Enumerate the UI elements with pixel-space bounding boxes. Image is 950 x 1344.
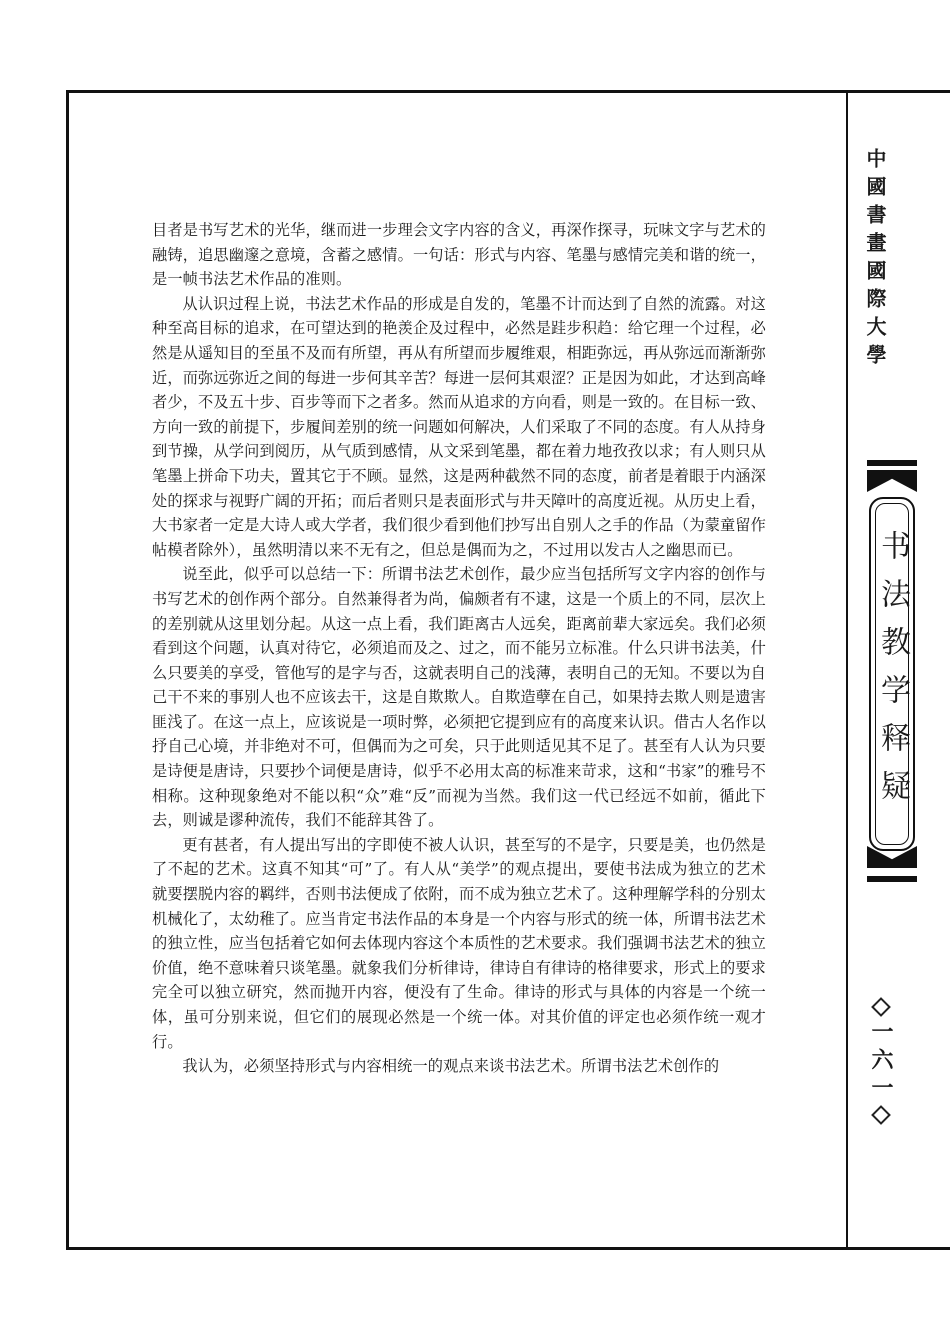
bottom-ornament-bar	[867, 876, 917, 882]
paragraph-5: 我认为，必须坚持形式与内容相统一的观点来谈书法艺术。所谓书法艺术创作的	[182, 1057, 720, 1076]
margin-divider-line	[846, 92, 848, 1248]
paragraph-2: 从认识过程上说，书法艺术作品的形成是自发的，笔墨不计而达到了自然的流露。对这种至高目标的追求，在可望达到的艳羡企及过程中，必然是跬步积趋：给它理一个过程，必然是从遥知目的至虽不及而有所望，再从有所望而步履维艰，相距弥远，再从弥远而渐渐弥近，而弥远弥近之间的每进一步何其辛苦？每进一层何其艰涩？正是因为如此，才达到高峰者少，不及五十步、百步等而下之者多。然而从追求的方向看，则是一致的。在目标一致、方向一致的前提下，步履间差别的统一问题如何解决，人们采取了不同的态度。有人从持身到节操，从学问到阅历，从气质到感情，从文采到笔墨，都在着力地孜孜以求；有人则只从笔墨上拼命下功夫，置其它于不顾。显然，这是两种截然不同的态度，前者是着眼于内涵深处的探求与视野广阔的开拓；而后者则只是表面形式与井天障叶的高度近视。从历史上看，大书家者一定是大诗人或大学者，我们很少看到他们抄写出自别人之手的作品（为蒙童留作帖模者除外），虽然明清以来不无有之，但总是偶而为之，不过用以发古人之幽思而已。	[152, 294, 766, 559]
page-number: 一六一	[868, 1020, 894, 1104]
paragraph-4: 更有甚者，有人提出写出的字即使不被人认识，甚至写的不是字，只要是美，也仍然是了不起的艺术。这真不知其“可”了。有人从“美学”的观点提出，要使书法成为独立的艺术就要摆脱内容的羁绊，否则书法便成了依附，而不成为独立艺术了。这种理解学科的分别太机械化了，太幼稚了。应当肯定书法作品的本身是一个内容与形式的统一体，所谓书法艺术的独立性，应当包括着它如何去体现内容这个本质性的艺术要求。我们强调书法艺术的独立价值，绝不意味着只谈笔墨。就象我们分析律诗，律诗自有律诗的格律要求，形式上的要求完全可以独立研究，然而抛开内容，便没有了生命。律诗的形式与具体的内容是一个统一体，虽可分别来说，但它们的展现必然是一个统一体。对其价值的评定也必须作统一观才行。	[152, 835, 766, 1051]
body-text	[152, 218, 766, 1079]
book-title: 书法教学释疑	[875, 530, 910, 818]
paragraph-3: 说至此，似乎可以总结一下：所谓书法艺术创作，最少应当包括所写文字内容的创作与书写艺术的创作两个部分。自然兼得者为尚，偏颇者有不逮，这是一个质上的不同，层次上的差别就从这里划分起。从这一点上看，我们距离古人远矣，距离前辈大家远矣。我们必须看到这个问题，认真对待它，必须追而及之、过之，而不能另立标准。什么只讲书法美，什么只要美的享受，管他写的是字与否，这就表明自己的浅薄，表明自己的无知。不要以为自己干不来的事别人也不应该去干，这是自欺欺人。自欺造孽在自己，如果持去欺人则是遗害匪浅了。在这一点上，应该说是一项时弊，必须把它提到应有的高度来认识。借古人名作以抒自己心境，并非绝对不可，但偶而为之可矣，只于此则适见其不足了。甚至有人认为只要是诗便是唐诗，只要抄个词便是唐诗，似乎不必用太高的标准来苛求，这和“书家”的雅号不相称。这种现象绝对不能以积“众”难“反”而视为当然。我们这一代已经远不如前，循此下去，则诚是谬种流传，我们不能辞其咎了。	[152, 565, 766, 830]
paragraph-1: 目者是书写艺术的光华，继而进一步理会文字内容的含义，再深作探寻，玩味文字与艺术的融铸，追思幽邃之意境，含蓄之感情。一句话：形式与内容、笔墨与感情完美和谐的统一，是一帧书法艺术作品的准则。	[152, 221, 766, 289]
running-title: 中國書畫國際大學	[863, 148, 887, 372]
top-ornament-bar	[867, 460, 917, 466]
